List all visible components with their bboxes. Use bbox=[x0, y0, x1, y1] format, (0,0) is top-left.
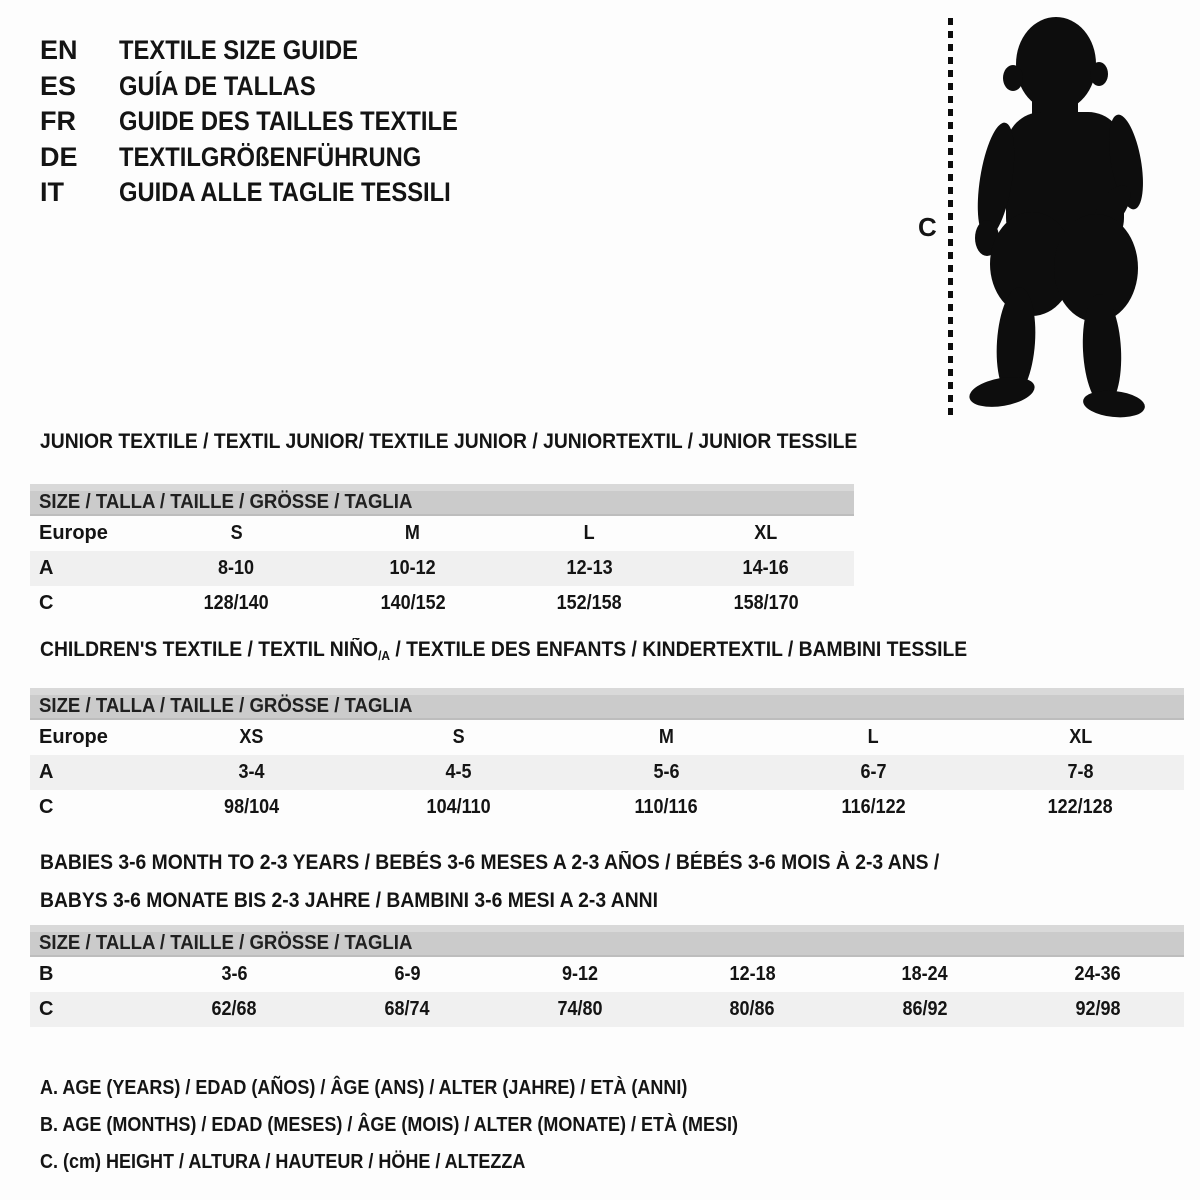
cell bbox=[321, 998, 494, 1021]
cell bbox=[148, 522, 325, 545]
language-row-en bbox=[40, 33, 504, 69]
cell bbox=[501, 557, 678, 580]
children-title-pre: CHILDREN'S TEXTILE / TEXTIL NIÑO bbox=[40, 638, 379, 661]
language-title: TEXTILGRÖßENFÜHRUNG bbox=[119, 141, 422, 172]
table-row bbox=[30, 957, 1184, 992]
baby-silhouette bbox=[966, 12, 1166, 422]
cell-value: 74/80 bbox=[557, 998, 603, 1020]
row-label: A bbox=[39, 557, 54, 579]
cell bbox=[148, 726, 355, 749]
cell-value: 158/170 bbox=[733, 592, 799, 614]
cell-value: S bbox=[230, 522, 243, 544]
cell bbox=[666, 998, 839, 1021]
cell bbox=[501, 522, 678, 545]
cell-value: XS bbox=[239, 726, 264, 748]
cell bbox=[355, 796, 562, 819]
row-label: C bbox=[39, 998, 54, 1020]
height-measure-dashed-line bbox=[948, 18, 953, 415]
cell bbox=[148, 963, 321, 986]
cell bbox=[325, 592, 502, 615]
language-code: ES bbox=[40, 70, 77, 101]
row-label: C bbox=[39, 796, 54, 818]
language-title: GUIDA ALLE TAGLIE TESSILI bbox=[119, 177, 451, 207]
cell-value: 10-12 bbox=[389, 557, 436, 579]
cell bbox=[501, 592, 678, 615]
cell-value: 3-4 bbox=[238, 761, 265, 783]
cell-value: 6-7 bbox=[860, 761, 887, 783]
cell bbox=[562, 761, 769, 784]
language-row-fr bbox=[40, 104, 504, 140]
row-label: Europe bbox=[39, 522, 108, 544]
cell-value: 18-24 bbox=[901, 963, 949, 985]
cell bbox=[678, 592, 855, 615]
language-code: FR bbox=[40, 106, 76, 136]
cell-value: 122/128 bbox=[1047, 796, 1113, 818]
cell-value: L bbox=[583, 522, 595, 544]
cell-value: 12-18 bbox=[729, 963, 776, 985]
junior-section-title: JUNIOR TEXTILE / TEXTIL JUNIOR/ TEXTILE JUNIOR / JUNIORTEXTIL / JUNIOR TESSILE bbox=[40, 430, 858, 453]
babies-size-header-bar bbox=[30, 925, 1184, 957]
cell-value: 12-13 bbox=[566, 557, 613, 579]
language-row-it bbox=[40, 175, 504, 211]
junior-size-table bbox=[30, 484, 854, 621]
cell bbox=[562, 726, 769, 749]
cell-value: 14-16 bbox=[742, 557, 789, 579]
cell-value: S bbox=[452, 726, 465, 748]
cell bbox=[770, 726, 977, 749]
cell bbox=[770, 796, 977, 819]
cell bbox=[493, 998, 666, 1021]
cell-value: M bbox=[658, 726, 674, 748]
height-measure-label: C bbox=[918, 212, 937, 242]
cell-value: 152/158 bbox=[556, 592, 622, 614]
cell bbox=[148, 998, 321, 1021]
size-header-label: SIZE / TALLA / TAILLE / GRÖSSE / TAGLIA bbox=[39, 932, 413, 954]
language-code: IT bbox=[40, 177, 64, 207]
cell-value: 128/140 bbox=[203, 592, 269, 614]
row-label: Europe bbox=[39, 726, 108, 748]
cell-value: 6-9 bbox=[393, 963, 420, 985]
cell-value: XL bbox=[754, 522, 778, 544]
cell-value: 7-8 bbox=[1067, 761, 1094, 783]
table-row bbox=[30, 551, 854, 586]
children-size-table bbox=[30, 688, 1184, 825]
babies-size-table bbox=[30, 925, 1184, 1027]
size-header-label: SIZE / TALLA / TAILLE / GRÖSSE / TAGLIA bbox=[39, 491, 413, 513]
cell bbox=[770, 761, 977, 784]
cell bbox=[1011, 998, 1184, 1021]
cell bbox=[325, 557, 502, 580]
cell bbox=[977, 726, 1184, 749]
cell-value: 80/86 bbox=[729, 998, 775, 1020]
cell bbox=[148, 557, 325, 580]
cell bbox=[977, 761, 1184, 784]
table-row bbox=[30, 992, 1184, 1027]
cell-value: 86/92 bbox=[902, 998, 948, 1020]
cell-value: 8-10 bbox=[218, 557, 255, 579]
cell bbox=[562, 796, 769, 819]
children-title-post: / TEXTILE DES ENFANTS / KINDERTEXTIL / BAMBINI TESSILE bbox=[390, 638, 968, 661]
junior-size-header-bar bbox=[30, 484, 854, 516]
cell-value: 110/116 bbox=[634, 796, 698, 818]
legend-line-a: A. AGE (YEARS) / EDAD (AÑOS) / ÂGE (ANS) / ALTER (JAHRE) / ETÀ (ANNI) bbox=[40, 1077, 688, 1099]
table-row bbox=[30, 755, 1184, 790]
cell-value: 98/104 bbox=[224, 796, 280, 818]
cell-value: 104/110 bbox=[426, 796, 491, 818]
cell-value: 4-5 bbox=[445, 761, 472, 783]
cell bbox=[678, 522, 855, 545]
cell bbox=[977, 796, 1184, 819]
cell-value: 3-6 bbox=[221, 963, 248, 985]
babies-title-line1: BABIES 3-6 MONTH TO 2-3 YEARS / BEBÉS 3-6 MESES A 2-3 AÑOS / BÉBÉS 3-6 MOIS À 2-3 ANS / bbox=[40, 851, 940, 874]
cell-value: XL bbox=[1068, 726, 1092, 748]
children-size-header-bar bbox=[30, 688, 1184, 720]
cell-value: 116/122 bbox=[841, 796, 906, 818]
cell-value: 62/68 bbox=[211, 998, 257, 1020]
table-row bbox=[30, 790, 1184, 825]
cell bbox=[1011, 963, 1184, 986]
cell-value: 68/74 bbox=[384, 998, 430, 1020]
cell-value: L bbox=[867, 726, 879, 748]
cell-value: 140/152 bbox=[380, 592, 446, 614]
cell bbox=[148, 796, 355, 819]
legend-line-b: B. AGE (MONTHS) / EDAD (MESES) / ÂGE (MOIS) / ALTER (MONATE) / ETÀ (MESI) bbox=[40, 1114, 738, 1136]
language-row-de bbox=[40, 140, 504, 176]
size-header-label: SIZE / TALLA / TAILLE / GRÖSSE / TAGLIA bbox=[39, 695, 413, 717]
baby-silhouette-icon bbox=[966, 12, 1166, 422]
language-code: EN bbox=[40, 35, 78, 65]
children-section-title bbox=[40, 638, 967, 662]
cell-value: 5-6 bbox=[652, 761, 679, 783]
language-code: DE bbox=[40, 141, 78, 172]
language-row-es bbox=[40, 69, 504, 105]
legend-line-c: C. (cm) HEIGHT / ALTURA / HAUTEUR / HÖHE / ALTEZZA bbox=[40, 1151, 526, 1173]
cell-value: 92/98 bbox=[1075, 998, 1121, 1020]
cell bbox=[493, 963, 666, 986]
language-title: TEXTILE SIZE GUIDE bbox=[119, 35, 358, 65]
children-title-sub: /A bbox=[378, 648, 391, 663]
cell bbox=[839, 998, 1012, 1021]
cell bbox=[678, 557, 855, 580]
cell bbox=[355, 726, 562, 749]
cell-value: M bbox=[405, 522, 421, 544]
cell bbox=[148, 592, 325, 615]
table-row bbox=[30, 586, 854, 621]
cell bbox=[321, 963, 494, 986]
table-row bbox=[30, 516, 854, 551]
cell bbox=[148, 761, 355, 784]
cell bbox=[666, 963, 839, 986]
cell bbox=[325, 522, 502, 545]
language-title: GUIDE DES TAILLES TEXTILE bbox=[119, 106, 458, 136]
row-label: B bbox=[39, 963, 54, 985]
cell-value: 24-36 bbox=[1074, 963, 1121, 985]
babies-title-line2: BABYS 3-6 MONATE BIS 2-3 JAHRE / BAMBINI 3-6 MESI A 2-3 ANNI bbox=[40, 888, 658, 912]
legend bbox=[40, 1070, 816, 1181]
row-label: C bbox=[39, 592, 54, 614]
cell bbox=[839, 963, 1012, 986]
babies-section-title bbox=[40, 844, 1018, 919]
language-title-list bbox=[40, 33, 504, 211]
language-title: GUÍA DE TALLAS bbox=[119, 70, 316, 101]
table-row bbox=[30, 720, 1184, 755]
cell-value: 9-12 bbox=[561, 963, 598, 985]
cell bbox=[355, 761, 562, 784]
row-label: A bbox=[39, 761, 54, 783]
